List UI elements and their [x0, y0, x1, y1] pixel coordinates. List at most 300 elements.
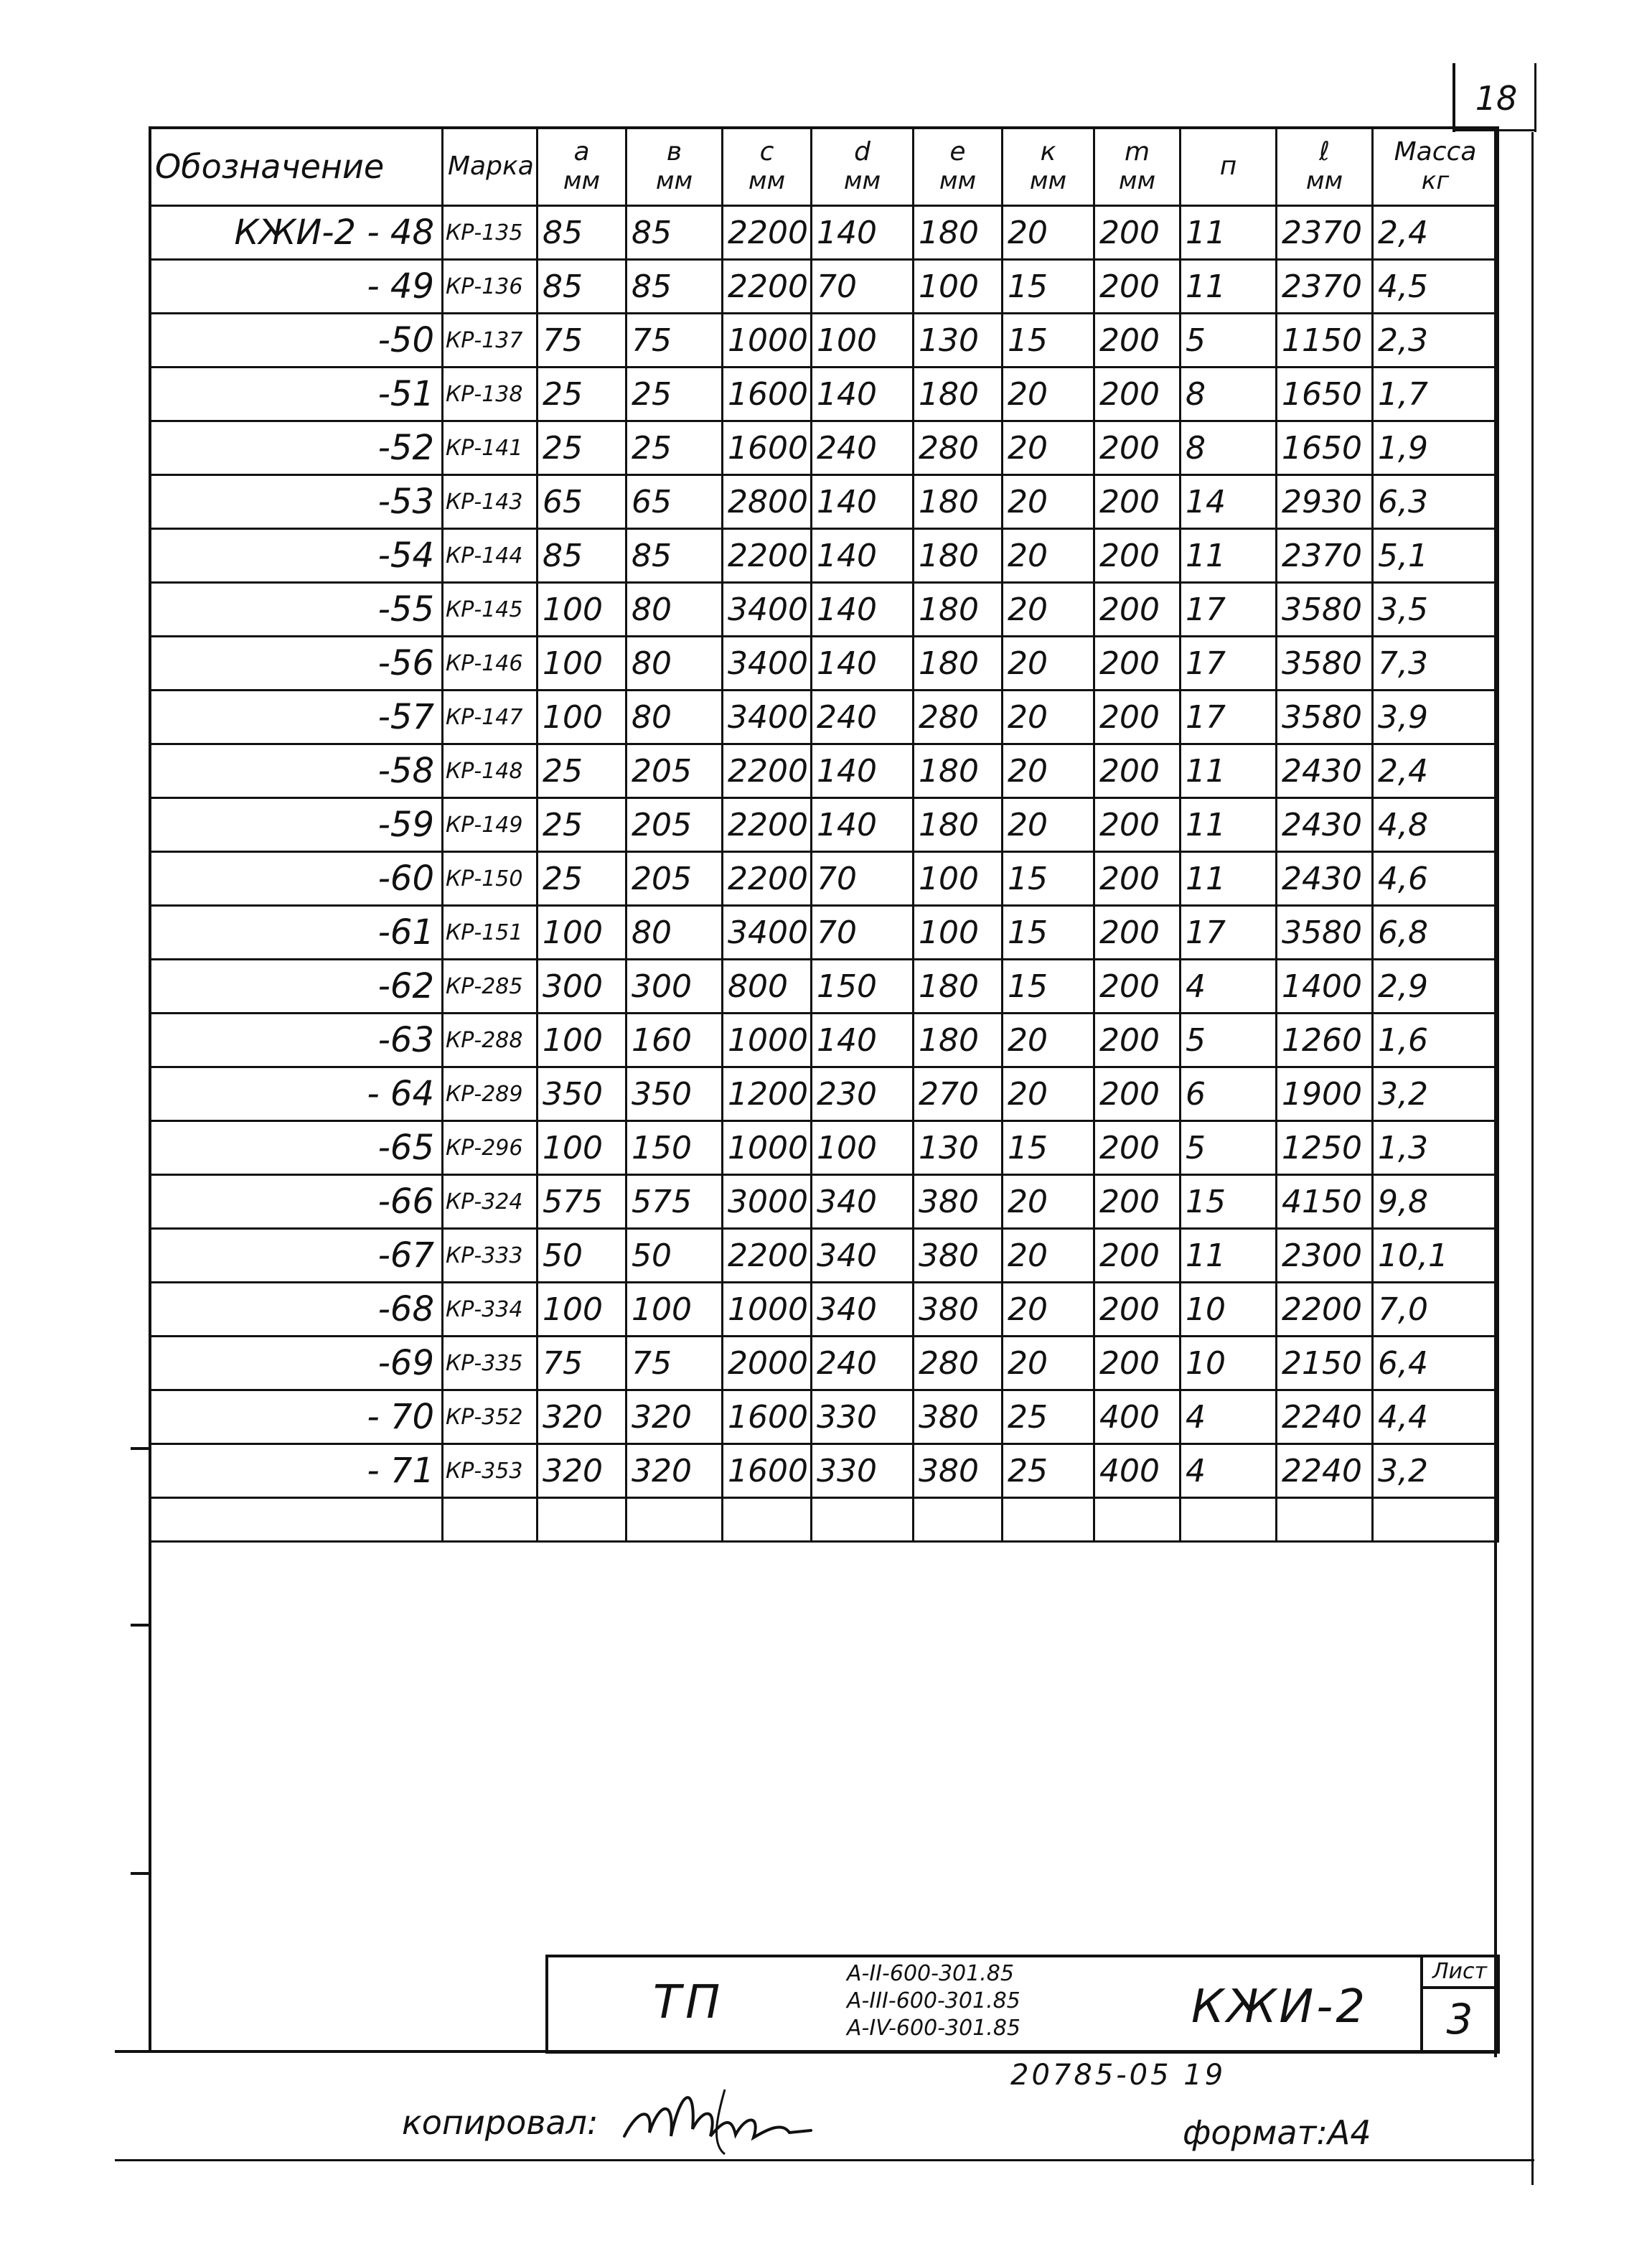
table-cell: 6,4 — [1373, 1337, 1498, 1390]
table-cell: 11 — [1181, 529, 1277, 583]
table-cell-empty — [1094, 1498, 1181, 1542]
column-header-unit: мм — [1029, 167, 1067, 195]
table-cell: 300 — [538, 960, 626, 1014]
table-cell: 3,2 — [1373, 1444, 1498, 1498]
table-cell: 20 — [1003, 1337, 1094, 1390]
table-row — [150, 206, 1498, 260]
table-cell: -58 — [150, 744, 443, 798]
table-cell: 20 — [1003, 1283, 1094, 1337]
table-cell: КР-143 — [443, 475, 538, 529]
column-header — [1373, 128, 1498, 206]
table-cell: -52 — [150, 421, 443, 475]
table-cell: КР-352 — [443, 1390, 538, 1444]
table-cell: 3,9 — [1373, 691, 1498, 744]
table-cell: 17 — [1181, 906, 1277, 960]
table-cell: 200 — [1094, 368, 1181, 421]
table-cell: 4,8 — [1373, 798, 1498, 852]
table-header-row — [150, 128, 1498, 206]
table-cell: - 70 — [150, 1390, 443, 1444]
table-cell: 20 — [1003, 529, 1094, 583]
table-cell: 11 — [1181, 206, 1277, 260]
column-header-label: ℓ — [1319, 137, 1330, 167]
table-cell: 25 — [538, 368, 626, 421]
table-cell: 205 — [626, 798, 723, 852]
table-cell: 3580 — [1277, 583, 1373, 637]
table-cell: 320 — [538, 1444, 626, 1498]
table-cell: -68 — [150, 1283, 443, 1337]
table-cell: 200 — [1094, 1067, 1181, 1121]
table-cell: 20 — [1003, 744, 1094, 798]
table-cell: 20 — [1003, 583, 1094, 637]
table-cell: 7,0 — [1373, 1283, 1498, 1337]
table-cell: 1200 — [723, 1067, 812, 1121]
table-cell: 1250 — [1277, 1121, 1373, 1175]
table-cell: 6,3 — [1373, 475, 1498, 529]
table-cell: 200 — [1094, 798, 1181, 852]
table-cell: 230 — [812, 1067, 914, 1121]
table-cell: 80 — [626, 691, 723, 744]
column-header-label: Масса — [1394, 137, 1477, 167]
table-cell: 320 — [626, 1444, 723, 1498]
table-cell: -55 — [150, 583, 443, 637]
table-cell: 15 — [1003, 852, 1094, 906]
table-cell: КР-289 — [443, 1067, 538, 1121]
column-header — [1094, 128, 1181, 206]
table-cell: 1900 — [1277, 1067, 1373, 1121]
title-block-prefix: ТП — [653, 1976, 725, 2029]
table-cell: 240 — [812, 1337, 914, 1390]
column-header-label: e — [949, 137, 966, 167]
table-cell: 75 — [538, 314, 626, 368]
table-cell: 80 — [626, 906, 723, 960]
table-cell: 15 — [1003, 260, 1094, 314]
table-cell: 2150 — [1277, 1337, 1373, 1390]
table-cell: -69 — [150, 1337, 443, 1390]
table-cell: -57 — [150, 691, 443, 744]
table-cell: 130 — [914, 314, 1003, 368]
table-cell: 140 — [812, 583, 914, 637]
table-cell: -50 — [150, 314, 443, 368]
table-cell: 14 — [1181, 475, 1277, 529]
table-cell: 2300 — [1277, 1229, 1373, 1283]
table-cell: 2430 — [1277, 744, 1373, 798]
table-cell: 50 — [626, 1229, 723, 1283]
binding-mark — [131, 1624, 151, 1627]
table-cell: 2,9 — [1373, 960, 1498, 1014]
column-header-label: m — [1124, 137, 1150, 167]
table-cell: 3400 — [723, 906, 812, 960]
table-cell: 1,3 — [1373, 1121, 1498, 1175]
table-cell: 2240 — [1277, 1390, 1373, 1444]
table-cell: 180 — [914, 206, 1003, 260]
table-cell: 25 — [538, 744, 626, 798]
table-cell: - 71 — [150, 1444, 443, 1498]
column-header — [1181, 128, 1277, 206]
table-cell: 5 — [1181, 1014, 1277, 1067]
table-cell: 180 — [914, 744, 1003, 798]
column-header — [443, 128, 538, 206]
table-cell: 4 — [1181, 1390, 1277, 1444]
column-header — [1277, 128, 1373, 206]
title-block-code: А-IV-600-301.85 — [847, 2016, 1020, 2041]
table-cell: 2930 — [1277, 475, 1373, 529]
table-cell: 180 — [914, 798, 1003, 852]
table-cell: КР-296 — [443, 1121, 538, 1175]
table-cell: 85 — [538, 260, 626, 314]
table-cell: 1400 — [1277, 960, 1373, 1014]
table-cell: 140 — [812, 368, 914, 421]
table-cell: 5 — [1181, 314, 1277, 368]
table-cell: 100 — [538, 1283, 626, 1337]
table-cell: 8 — [1181, 421, 1277, 475]
table-cell: 200 — [1094, 583, 1181, 637]
table-cell: 25 — [538, 852, 626, 906]
table-cell: 20 — [1003, 1175, 1094, 1229]
table-cell: 2200 — [723, 798, 812, 852]
table-cell: 180 — [914, 583, 1003, 637]
table-cell: 1000 — [723, 1283, 812, 1337]
column-header-unit: мм — [1305, 167, 1343, 195]
table-cell: 280 — [914, 421, 1003, 475]
table-cell: 330 — [812, 1444, 914, 1498]
table-cell: 1000 — [723, 1014, 812, 1067]
table-cell: 85 — [626, 260, 723, 314]
table-cell: 100 — [538, 906, 626, 960]
table-row — [150, 1014, 1498, 1067]
table-cell: 70 — [812, 260, 914, 314]
table-cell: 10 — [1181, 1283, 1277, 1337]
table-cell: КР-144 — [443, 529, 538, 583]
table-cell: КР-145 — [443, 583, 538, 637]
table-cell: 15 — [1003, 960, 1094, 1014]
table-row — [150, 691, 1498, 744]
table-cell: 20 — [1003, 1067, 1094, 1121]
table-cell: 1000 — [723, 314, 812, 368]
table-row — [150, 906, 1498, 960]
table-cell: 200 — [1094, 852, 1181, 906]
table-cell: 65 — [538, 475, 626, 529]
table-cell: 575 — [538, 1175, 626, 1229]
table-cell: 1650 — [1277, 421, 1373, 475]
table-cell: 20 — [1003, 1014, 1094, 1067]
sheet-value: 3 — [1446, 1995, 1473, 2044]
table-cell: 1,6 — [1373, 1014, 1498, 1067]
table-cell: КР-288 — [443, 1014, 538, 1067]
table-cell: 2000 — [723, 1337, 812, 1390]
table-cell: 180 — [914, 368, 1003, 421]
table-cell: КР-324 — [443, 1175, 538, 1229]
table-cell: 3,5 — [1373, 583, 1498, 637]
table-cell: 2200 — [1277, 1283, 1373, 1337]
table-cell: 330 — [812, 1390, 914, 1444]
table-cell: 15 — [1003, 314, 1094, 368]
table-cell: 270 — [914, 1067, 1003, 1121]
table-cell: 1650 — [1277, 368, 1373, 421]
table-cell-empty — [723, 1498, 812, 1542]
table-body — [150, 206, 1498, 1542]
table-cell: 140 — [812, 744, 914, 798]
title-block-divider — [1420, 1986, 1496, 1989]
table-cell: -66 — [150, 1175, 443, 1229]
table-row — [150, 1283, 1498, 1337]
column-header-label: a — [573, 137, 590, 167]
table-cell: 140 — [812, 637, 914, 691]
table-row — [150, 1444, 1498, 1498]
table-cell: 3400 — [723, 691, 812, 744]
table-cell: 1600 — [723, 368, 812, 421]
table-cell: 3,2 — [1373, 1067, 1498, 1121]
table-cell: 240 — [812, 691, 914, 744]
table-cell: 20 — [1003, 691, 1094, 744]
table-cell: 2200 — [723, 744, 812, 798]
column-header-unit: мм — [655, 167, 693, 195]
table-cell-empty — [1003, 1498, 1094, 1542]
table-cell: 3580 — [1277, 691, 1373, 744]
table-cell: 2200 — [723, 260, 812, 314]
table-row — [150, 1067, 1498, 1121]
table-cell: КР-135 — [443, 206, 538, 260]
table-cell: 20 — [1003, 637, 1094, 691]
bottom-rule — [115, 2159, 1534, 2161]
binding-mark — [131, 1447, 151, 1450]
table-cell: 320 — [538, 1390, 626, 1444]
table-cell: -53 — [150, 475, 443, 529]
table-cell: 100 — [812, 1121, 914, 1175]
table-cell: 70 — [812, 852, 914, 906]
table-cell: 160 — [626, 1014, 723, 1067]
table-cell: 17 — [1181, 637, 1277, 691]
table-row — [150, 1175, 1498, 1229]
table-cell: 2370 — [1277, 529, 1373, 583]
table-cell: 200 — [1094, 1229, 1181, 1283]
table-cell: 200 — [1094, 1283, 1181, 1337]
table-cell: 100 — [538, 637, 626, 691]
table-cell: 11 — [1181, 744, 1277, 798]
table-cell: 5,1 — [1373, 529, 1498, 583]
table-row — [150, 1337, 1498, 1390]
table-cell: 8 — [1181, 368, 1277, 421]
column-header — [1003, 128, 1094, 206]
column-header-label: Марка — [448, 151, 534, 181]
table-cell: 1260 — [1277, 1014, 1373, 1067]
table-cell: -67 — [150, 1229, 443, 1283]
frame-line — [1531, 132, 1534, 2185]
table-cell: 4,4 — [1373, 1390, 1498, 1444]
table-row — [150, 475, 1498, 529]
inventory-number: 20785-05 19 — [1010, 2059, 1226, 2092]
table-row — [150, 368, 1498, 421]
sheet-number-rule — [1452, 63, 1455, 132]
table-cell: 340 — [812, 1283, 914, 1337]
table-cell: 2,3 — [1373, 314, 1498, 368]
table-cell: 3400 — [723, 583, 812, 637]
table-cell: 200 — [1094, 1121, 1181, 1175]
title-block-code: А-III-600-301.85 — [847, 1988, 1020, 2013]
table-cell-empty — [626, 1498, 723, 1542]
sheet-number-rule — [1534, 63, 1536, 132]
table-cell-empty — [538, 1498, 626, 1542]
table-cell: 800 — [723, 960, 812, 1014]
signature-scribble — [617, 2079, 832, 2158]
column-header — [914, 128, 1003, 206]
column-header-unit: мм — [1118, 167, 1156, 195]
table-cell: 2200 — [723, 1229, 812, 1283]
table-cell: 85 — [538, 206, 626, 260]
table-cell: КР-151 — [443, 906, 538, 960]
table-cell: 575 — [626, 1175, 723, 1229]
table-cell: 200 — [1094, 206, 1181, 260]
table-cell: 280 — [914, 1337, 1003, 1390]
table-cell: 75 — [538, 1337, 626, 1390]
column-header-unit: мм — [939, 167, 977, 195]
column-header — [538, 128, 626, 206]
table-cell: 70 — [812, 906, 914, 960]
table-cell: -59 — [150, 798, 443, 852]
table-row — [150, 260, 1498, 314]
column-header-label: в — [666, 137, 682, 167]
table-cell: 17 — [1181, 583, 1277, 637]
table-cell: 340 — [812, 1175, 914, 1229]
table-cell: 85 — [626, 206, 723, 260]
table-cell: 400 — [1094, 1444, 1181, 1498]
table-cell: 20 — [1003, 206, 1094, 260]
table-cell: -63 — [150, 1014, 443, 1067]
table-cell: 380 — [914, 1444, 1003, 1498]
table-cell: 2370 — [1277, 206, 1373, 260]
table-cell: 4 — [1181, 1444, 1277, 1498]
table-cell: -56 — [150, 637, 443, 691]
table-row — [150, 421, 1498, 475]
table-cell-empty — [812, 1498, 914, 1542]
table-cell: 100 — [914, 260, 1003, 314]
table-cell: 2370 — [1277, 260, 1373, 314]
table-cell: 20 — [1003, 368, 1094, 421]
table-cell: 3580 — [1277, 637, 1373, 691]
table-cell: 50 — [538, 1229, 626, 1283]
table-cell-empty — [1373, 1498, 1498, 1542]
table-cell: 140 — [812, 475, 914, 529]
column-header-label: п — [1219, 151, 1237, 181]
table-cell: 180 — [914, 637, 1003, 691]
table-cell: 180 — [914, 1014, 1003, 1067]
title-block — [545, 1955, 1497, 2052]
table-cell: 380 — [914, 1390, 1003, 1444]
table-cell: 2,4 — [1373, 744, 1498, 798]
table-cell: 85 — [538, 529, 626, 583]
table-cell-empty — [914, 1498, 1003, 1542]
table-cell: 17 — [1181, 691, 1277, 744]
table-cell: 3000 — [723, 1175, 812, 1229]
column-header-label: d — [854, 137, 870, 167]
table-cell: 180 — [914, 529, 1003, 583]
table-cell: 4 — [1181, 960, 1277, 1014]
table-cell: 205 — [626, 744, 723, 798]
table-cell-empty — [1181, 1498, 1277, 1542]
table-cell: 1,7 — [1373, 368, 1498, 421]
table-cell: 100 — [914, 852, 1003, 906]
table-cell: 140 — [812, 1014, 914, 1067]
table-cell: 25 — [1003, 1390, 1094, 1444]
table-cell: 20 — [1003, 1229, 1094, 1283]
table-cell: 200 — [1094, 1014, 1181, 1067]
table-cell-empty — [443, 1498, 538, 1542]
table-cell: 200 — [1094, 529, 1181, 583]
table-cell: 11 — [1181, 798, 1277, 852]
table-cell: 80 — [626, 637, 723, 691]
table-cell: 15 — [1003, 906, 1094, 960]
table-cell: 200 — [1094, 260, 1181, 314]
binding-mark — [131, 1872, 151, 1875]
table-cell-empty — [1277, 1498, 1373, 1542]
table-cell: 2800 — [723, 475, 812, 529]
table-cell: 25 — [538, 421, 626, 475]
table-row — [150, 1229, 1498, 1283]
table-cell: 200 — [1094, 1175, 1181, 1229]
table-row — [150, 960, 1498, 1014]
table-cell: 3400 — [723, 637, 812, 691]
table-cell: КР-146 — [443, 637, 538, 691]
column-header-label: к — [1040, 137, 1056, 167]
table-cell: 2200 — [723, 852, 812, 906]
table-cell: 2240 — [1277, 1444, 1373, 1498]
table-cell: -65 — [150, 1121, 443, 1175]
table-cell: 205 — [626, 852, 723, 906]
table-cell: 380 — [914, 1229, 1003, 1283]
table-cell: 20 — [1003, 798, 1094, 852]
table-cell: 7,3 — [1373, 637, 1498, 691]
sheet-label: Лист — [1432, 1959, 1488, 1984]
table-cell: 1150 — [1277, 314, 1373, 368]
table-row — [150, 529, 1498, 583]
table-cell: КР-136 — [443, 260, 538, 314]
table-cell: - 64 — [150, 1067, 443, 1121]
table-cell: 5 — [1181, 1121, 1277, 1175]
table-cell: -61 — [150, 906, 443, 960]
table-cell: КР-333 — [443, 1229, 538, 1283]
table-cell: 200 — [1094, 475, 1181, 529]
table-row — [150, 583, 1498, 637]
table-cell: 140 — [812, 529, 914, 583]
column-header-label: Обозначение — [155, 147, 385, 186]
title-block-mark: КЖИ-2 — [1191, 1980, 1369, 2034]
table-cell: 280 — [914, 691, 1003, 744]
table-cell: 100 — [538, 691, 626, 744]
table-cell: 4150 — [1277, 1175, 1373, 1229]
table-cell: 150 — [626, 1121, 723, 1175]
table-cell: 6,8 — [1373, 906, 1498, 960]
table-cell: 20 — [1003, 421, 1094, 475]
table-cell: 100 — [626, 1283, 723, 1337]
table-cell: 200 — [1094, 906, 1181, 960]
table-cell: 3580 — [1277, 906, 1373, 960]
table-cell: КР-150 — [443, 852, 538, 906]
table-cell: -60 — [150, 852, 443, 906]
table-cell: 100 — [914, 906, 1003, 960]
table-cell: 1,9 — [1373, 421, 1498, 475]
table-cell: 180 — [914, 960, 1003, 1014]
table-cell: 340 — [812, 1229, 914, 1283]
table-cell: 10,1 — [1373, 1229, 1498, 1283]
table-row — [150, 637, 1498, 691]
table-cell: 200 — [1094, 314, 1181, 368]
table-cell: 2200 — [723, 206, 812, 260]
table-cell: 80 — [626, 583, 723, 637]
table-cell: 140 — [812, 798, 914, 852]
table-cell: 100 — [812, 314, 914, 368]
table-row — [150, 852, 1498, 906]
table-cell: 25 — [538, 798, 626, 852]
table-cell: -54 — [150, 529, 443, 583]
